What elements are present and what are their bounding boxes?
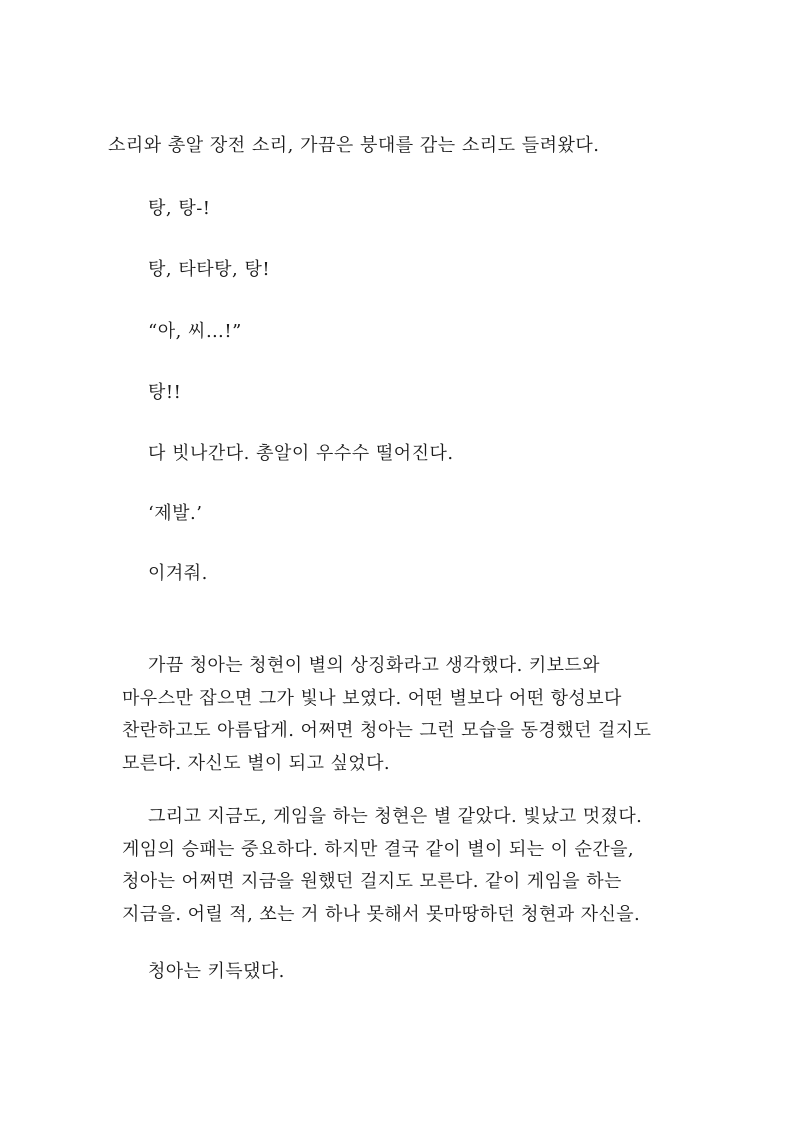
paragraph-3 (122, 956, 682, 989)
text-line-5: 탕!! (148, 382, 182, 403)
paragraph-line: 찬란하고도 아름답게. 어쩌면 청아는 그런 모습을 동경했던 걸지도 (122, 720, 652, 741)
text-line-4: “아, 씨…!” (148, 321, 242, 342)
paragraph-line: 게임의 승패는 중요하다. 하지만 결국 같이 별이 되는 이 순간을, (122, 838, 635, 860)
text-line-2: 탕, 탕-! (148, 198, 211, 219)
text-line-8: 이겨줘. (148, 563, 208, 584)
text-line-7: ‘제발.’ (148, 503, 203, 524)
paragraph-line: 마우스만 잡으면 그가 빛나 보였다. 어떤 별보다 어떤 항성보다 (122, 687, 622, 709)
paragraph-2 (122, 801, 682, 931)
text-line-1: 소리와 총알 장전 소리, 가끔은 붕대를 감는 소리도 들려왔다. (108, 135, 600, 156)
paragraph-line: 모른다. 자신도 별이 되고 싶었다. (122, 752, 390, 774)
paragraph-line: 지금을. 어릴 적, 쏘는 거 하나 못해서 못마땅하던 청현과 자신을. (122, 903, 641, 925)
text-line-3: 탕, 타타탕, 탕! (148, 259, 271, 280)
paragraph-line: 청아는 키득댔다. (148, 961, 285, 982)
paragraph-line: 그리고 지금도, 게임을 하는 청현은 별 같았다. 빛났고 멋졌다. (148, 806, 643, 827)
paragraph-line: 청아는 어쩌면 지금을 원했던 걸지도 모른다. 같이 게임을 하는 (122, 871, 622, 892)
paragraph-line: 가끔 청아는 청현이 별의 상징화라고 생각했다. 키보드와 (148, 655, 600, 676)
paragraph-1 (122, 650, 682, 780)
text-line-6: 다 빗나간다. 총알이 우수수 떨어진다. (148, 443, 454, 464)
